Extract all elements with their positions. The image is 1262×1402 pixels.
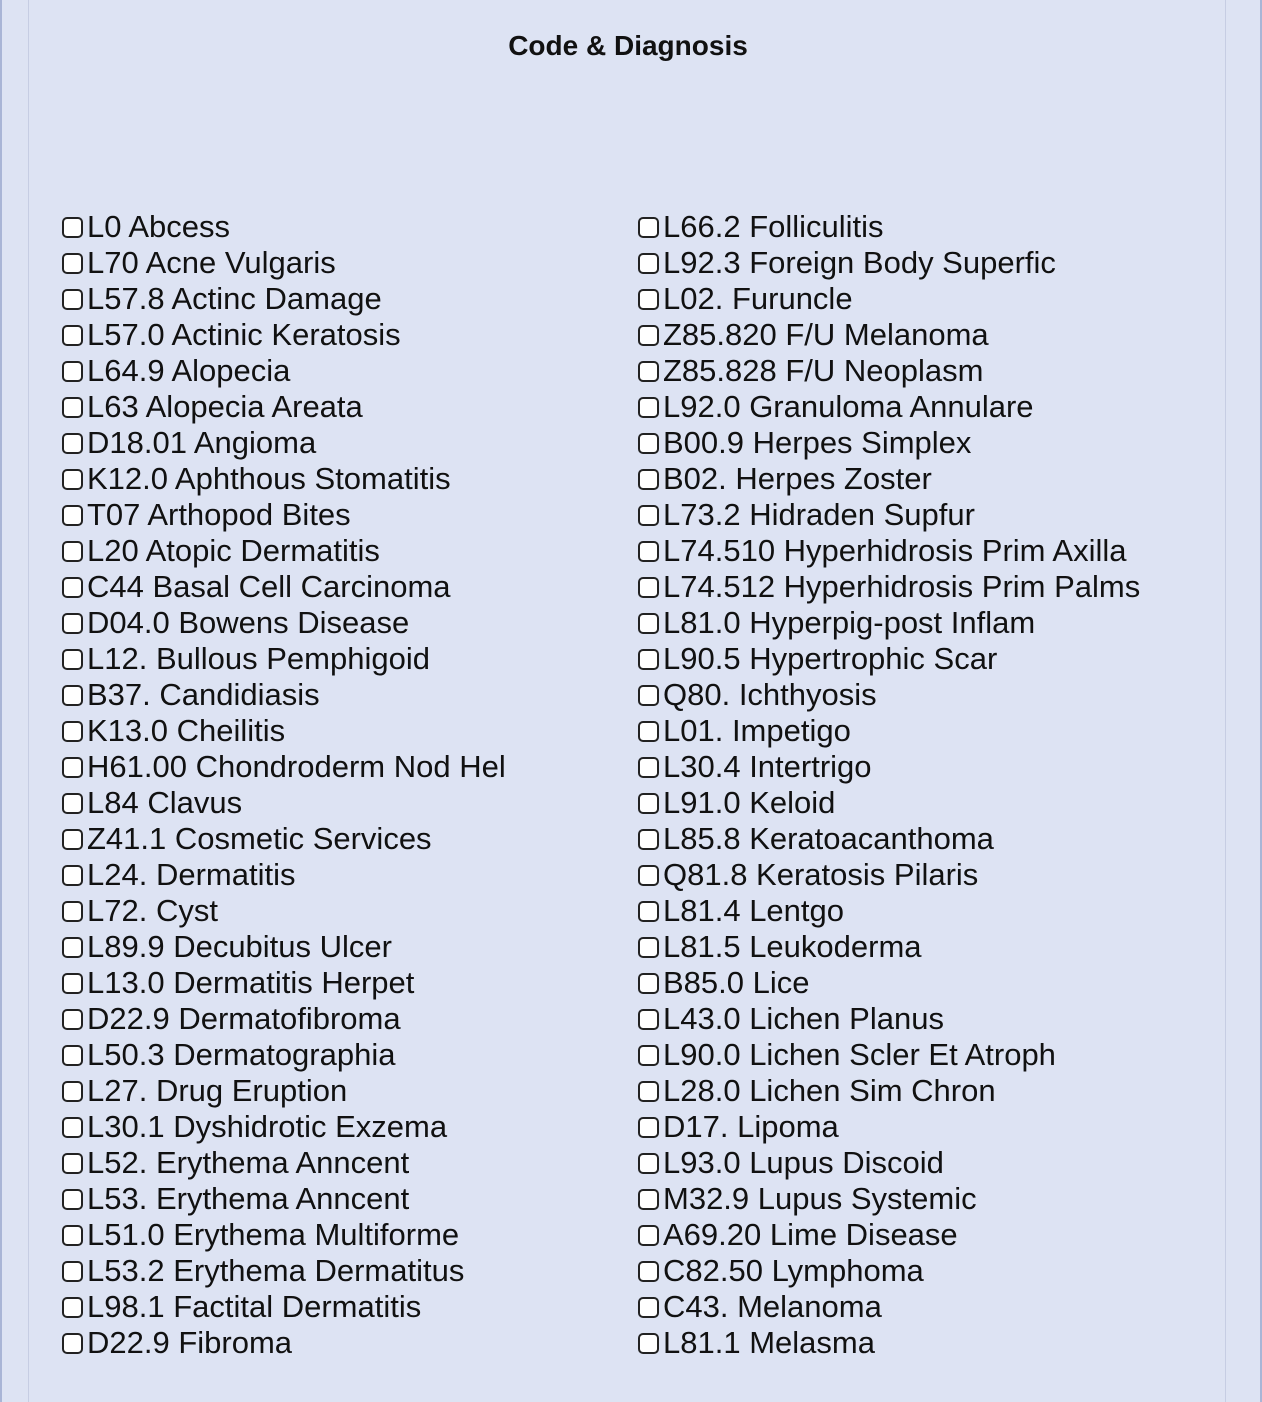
checkbox[interactable] [638,433,659,454]
checkbox[interactable] [62,757,83,778]
diagnosis-label: L81.5 Leukoderma [663,929,922,964]
diagnosis-option[interactable] [638,821,1238,857]
diagnosis-label: L20 Atopic Dermatitis [87,533,380,568]
checkbox[interactable] [62,505,83,526]
diagnosis-option[interactable] [62,1037,622,1073]
diagnosis-option[interactable] [638,929,1238,965]
diagnosis-option[interactable] [638,569,1238,605]
diagnosis-label: L51.0 Erythema Multiforme [87,1217,460,1252]
diagnosis-list-left [62,209,622,1361]
diagnosis-option[interactable] [62,1289,622,1325]
diagnosis-option[interactable] [62,1001,622,1037]
diagnosis-option[interactable] [62,245,622,281]
diagnosis-label: L02. Furuncle [663,281,853,316]
checkbox[interactable] [638,973,659,994]
diagnosis-option[interactable] [638,353,1238,389]
diagnosis-option[interactable] [62,749,622,785]
diagnosis-label: D18.01 Angioma [87,425,317,460]
checkbox[interactable] [638,1153,659,1174]
checkbox[interactable] [62,1117,83,1138]
diagnosis-label: L28.0 Lichen Sim Chron [663,1073,996,1108]
checkbox[interactable] [638,1117,659,1138]
checkbox[interactable] [62,397,83,418]
checkbox[interactable] [62,577,83,598]
diagnosis-option[interactable] [62,281,622,317]
checkbox[interactable] [62,829,83,850]
diagnosis-option[interactable] [62,209,622,245]
diagnosis-label: L84 Clavus [87,785,243,820]
checkbox[interactable] [62,1153,83,1174]
diagnosis-label: D22.9 Fibroma [87,1325,293,1360]
checkbox[interactable] [638,721,659,742]
diagnosis-option[interactable] [62,533,622,569]
checkbox[interactable] [62,1333,83,1354]
diagnosis-label: B85.0 Lice [663,965,810,1000]
checkbox[interactable] [638,757,659,778]
diagnosis-label: L85.8 Keratoacanthoma [663,821,994,856]
checkbox[interactable] [62,217,83,238]
diagnosis-option[interactable] [62,1073,622,1109]
diagnosis-label: L81.0 Hyperpig-post Inflam [663,605,1036,640]
diagnosis-label: L72. Cyst [87,893,218,928]
diagnosis-option[interactable] [62,1253,622,1289]
diagnosis-option[interactable] [638,857,1238,893]
diagnosis-label: L30.1 Dyshidrotic Exzema [87,1109,448,1144]
diagnosis-option[interactable] [638,281,1238,317]
diagnosis-option[interactable] [62,569,622,605]
diagnosis-option[interactable] [638,965,1238,1001]
diagnosis-label: L81.4 Lentgo [663,893,845,928]
diagnosis-label: Q80. Ichthyosis [663,677,877,712]
diagnosis-label: L24. Dermatitis [87,857,296,892]
diagnosis-option[interactable] [62,1217,622,1253]
diagnosis-option[interactable] [62,1325,622,1361]
diagnosis-option[interactable] [638,1145,1238,1181]
diagnosis-option[interactable] [638,1073,1238,1109]
diagnosis-label: L89.9 Decubitus Ulcer [87,929,392,964]
diagnosis-label: L74.512 Hyperhidrosis Prim Palms [663,569,1141,604]
diagnosis-label: L43.0 Lichen Planus [663,1001,944,1036]
diagnosis-label: D17. Lipoma [663,1109,839,1144]
diagnosis-option[interactable] [638,209,1238,245]
diagnosis-option[interactable] [62,641,622,677]
diagnosis-option[interactable] [638,641,1238,677]
diagnosis-label: M32.9 Lupus Systemic [663,1181,977,1216]
diagnosis-option[interactable] [638,785,1238,821]
checkbox[interactable] [638,1333,659,1354]
diagnosis-label: B00.9 Herpes Simplex [663,425,972,460]
diagnosis-option[interactable] [62,497,622,533]
diagnosis-label: L12. Bullous Pemphigoid [87,641,430,676]
checkbox[interactable] [62,325,83,346]
checkbox[interactable] [638,361,659,382]
checkbox[interactable] [62,793,83,814]
diagnosis-label: L90.5 Hypertrophic Scar [663,641,998,676]
checkbox[interactable] [62,1009,83,1030]
diagnosis-label: L53. Erythema Anncent [87,1181,410,1216]
diagnosis-option[interactable] [638,1001,1238,1037]
checkbox[interactable] [638,541,659,562]
checkbox[interactable] [638,613,659,634]
diagnosis-option[interactable] [62,1145,622,1181]
diagnosis-option[interactable] [638,245,1238,281]
diagnosis-option[interactable] [638,533,1238,569]
diagnosis-label: L74.510 Hyperhidrosis Prim Axilla [663,533,1127,568]
diagnosis-label: L53.2 Erythema Dermatitus [87,1253,465,1288]
diagnosis-option[interactable] [638,677,1238,713]
checkbox[interactable] [62,253,83,274]
checkbox[interactable] [638,397,659,418]
diagnosis-option[interactable] [638,425,1238,461]
page-title: Code & Diagnosis [508,30,748,61]
diagnosis-label: L91.0 Keloid [663,785,836,820]
diagnosis-label: B37. Candidiasis [87,677,320,712]
diagnosis-option[interactable] [62,389,622,425]
checkbox[interactable] [638,829,659,850]
diagnosis-label: L93.0 Lupus Discoid [663,1145,944,1180]
checkbox[interactable] [638,793,659,814]
diagnosis-option[interactable] [638,605,1238,641]
checkbox[interactable] [638,505,659,526]
checkbox[interactable] [638,1225,659,1246]
checkbox[interactable] [62,613,83,634]
diagnosis-label: L57.8 Actinc Damage [87,281,382,316]
diagnosis-label: L50.3 Dermatographia [87,1037,396,1072]
diagnosis-label: L30.4 Intertrigo [663,749,872,784]
diagnosis-option[interactable] [62,1181,622,1217]
checkbox[interactable] [638,1045,659,1066]
diagnosis-label: L57.0 Actinic Keratosis [87,317,401,352]
diagnosis-option[interactable] [638,461,1238,497]
checkbox[interactable] [638,901,659,922]
diagnosis-label: L92.0 Granuloma Annulare [663,389,1034,424]
checkbox[interactable] [62,361,83,382]
checkbox[interactable] [638,1009,659,1030]
checkbox[interactable] [62,541,83,562]
diagnosis-label: L27. Drug Eruption [87,1073,348,1108]
diagnosis-label: K13.0 Cheilitis [87,713,286,748]
checkbox[interactable] [62,433,83,454]
checkbox[interactable] [638,1261,659,1282]
diagnosis-option[interactable] [62,713,622,749]
diagnosis-label: H61.00 Chondroderm Nod Hel [87,749,506,784]
checkbox[interactable] [62,1261,83,1282]
diagnosis-label: Z85.828 F/U Neoplasm [663,353,984,388]
diagnosis-label: K12.0 Aphthous Stomatitis [87,461,451,496]
diagnosis-label: D22.9 Dermatofibroma [87,1001,401,1036]
checkbox[interactable] [638,253,659,274]
diagnosis-label: L70 Acne Vulgaris [87,245,336,280]
checkbox[interactable] [62,937,83,958]
diagnosis-option[interactable] [638,317,1238,353]
diagnosis-option[interactable] [638,1109,1238,1145]
diagnosis-option[interactable] [62,965,622,1001]
diagnosis-option[interactable] [62,1109,622,1145]
checkbox[interactable] [638,217,659,238]
diagnosis-option[interactable] [62,353,622,389]
checkbox[interactable] [62,1045,83,1066]
diagnosis-option[interactable] [638,497,1238,533]
diagnosis-label: T07 Arthopod Bites [87,497,351,532]
diagnosis-option[interactable] [638,1325,1238,1361]
checkbox[interactable] [638,1297,659,1318]
diagnosis-list-right [638,209,1238,1361]
checkbox[interactable] [62,1297,83,1318]
diagnosis-label: L92.3 Foreign Body Superfic [663,245,1056,280]
diagnosis-option[interactable] [62,317,622,353]
checkbox[interactable] [638,577,659,598]
diagnosis-label: L01. Impetigo [663,713,851,748]
checkbox[interactable] [62,289,83,310]
diagnosis-label: L13.0 Dermatitis Herpet [87,965,415,1000]
checkbox[interactable] [62,973,83,994]
diagnosis-option[interactable] [638,749,1238,785]
diagnosis-option[interactable] [638,1289,1238,1325]
checkbox[interactable] [638,649,659,670]
diagnosis-option[interactable] [638,1181,1238,1217]
diagnosis-label: L98.1 Factital Dermatitis [87,1289,422,1324]
diagnosis-option[interactable] [62,425,622,461]
diagnosis-option[interactable] [62,893,622,929]
checkbox[interactable] [62,865,83,886]
checkbox[interactable] [62,649,83,670]
diagnosis-label: L81.1 Melasma [663,1325,875,1360]
diagnosis-option[interactable] [638,1037,1238,1073]
diagnosis-option[interactable] [62,857,622,893]
checkbox[interactable] [638,865,659,886]
checkbox[interactable] [638,1081,659,1102]
checkbox[interactable] [638,685,659,706]
diagnosis-option[interactable] [638,389,1238,425]
diagnosis-label: Z41.1 Cosmetic Services [87,821,432,856]
diagnosis-option[interactable] [62,605,622,641]
diagnosis-option[interactable] [638,713,1238,749]
diagnosis-label: L0 Abcess [87,209,231,244]
checkbox[interactable] [638,325,659,346]
diagnosis-option[interactable] [62,677,622,713]
diagnosis-option[interactable] [638,1253,1238,1289]
diagnosis-label: C43. Melanoma [663,1289,882,1324]
checkbox[interactable] [638,469,659,490]
diagnosis-label: L63 Alopecia Areata [87,389,363,424]
checkbox[interactable] [62,721,83,742]
checkbox[interactable] [62,1081,83,1102]
checkbox[interactable] [638,937,659,958]
checkbox[interactable] [62,1225,83,1246]
diagnosis-label: L52. Erythema Anncent [87,1145,410,1180]
checkbox[interactable] [638,1189,659,1210]
diagnosis-option[interactable] [638,893,1238,929]
diagnosis-option[interactable] [62,821,622,857]
diagnosis-option[interactable] [62,785,622,821]
diagnosis-label: C82.50 Lymphoma [663,1253,924,1288]
checkbox[interactable] [62,469,83,490]
checkbox[interactable] [62,1189,83,1210]
diagnosis-option[interactable] [62,461,622,497]
checkbox[interactable] [62,901,83,922]
checkbox[interactable] [62,685,83,706]
diagnosis-option[interactable] [62,929,622,965]
diagnosis-label: Q81.8 Keratosis Pilaris [663,857,979,892]
checkbox[interactable] [638,289,659,310]
diagnosis-label: D04.0 Bowens Disease [87,605,410,640]
diagnosis-label: A69.20 Lime Disease [663,1217,958,1252]
diagnosis-label: C44 Basal Cell Carcinoma [87,569,451,604]
diagnosis-label: Z85.820 F/U Melanoma [663,317,989,352]
diagnosis-label: L73.2 Hidraden Supfur [663,497,975,532]
diagnosis-label: L90.0 Lichen Scler Et Atroph [663,1037,1056,1072]
diagnosis-option[interactable] [638,1217,1238,1253]
diagnosis-label: B02. Herpes Zoster [663,461,932,496]
diagnosis-label: L64.9 Alopecia [87,353,291,388]
diagnosis-label: L66.2 Folliculitis [663,209,884,244]
